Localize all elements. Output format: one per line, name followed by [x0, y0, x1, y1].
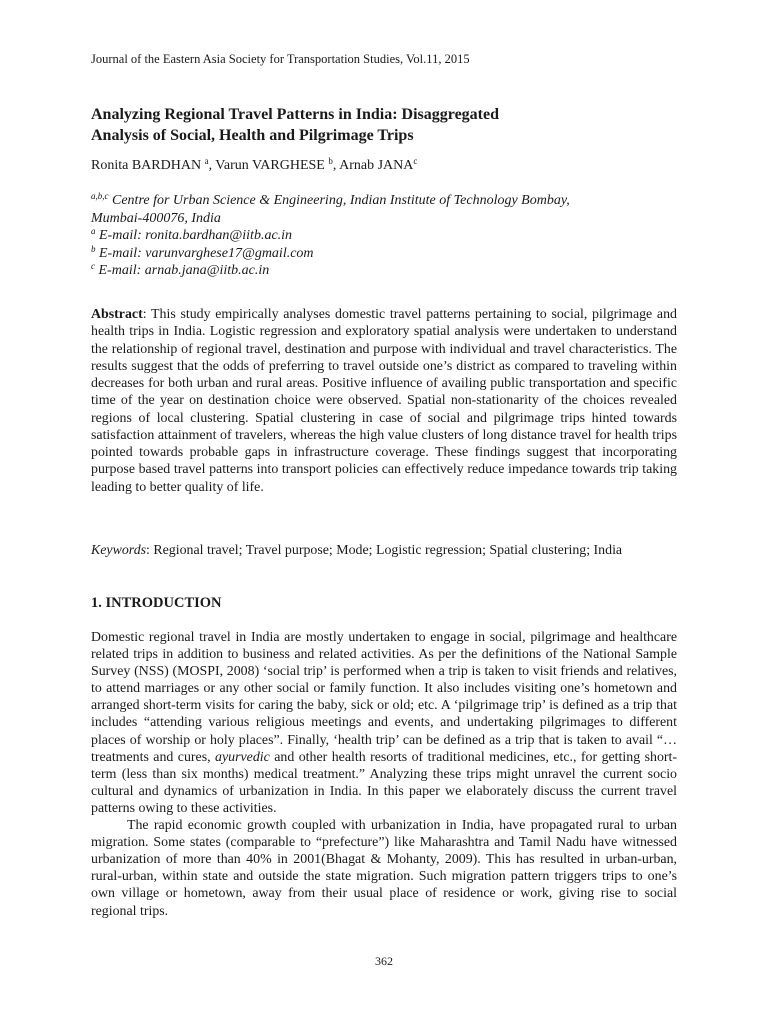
- email-superscript: c: [91, 261, 95, 271]
- email-text: E-mail: arnab.jana@iitb.ac.in: [95, 263, 270, 278]
- paper-title-line-1: Analyzing Regional Travel Patterns in India: Disaggregated: [91, 106, 499, 123]
- author-superscript: b: [328, 156, 333, 166]
- affiliation-line: [91, 192, 570, 210]
- paper-title: [91, 104, 499, 146]
- journal-header: Journal of the Eastern Asia Society for Transportation Studies, Vol.11, 2015: [91, 52, 470, 66]
- email-b: [91, 245, 570, 263]
- abstract-text: : This study empirically analyses domestic travel patterns pertaining to social, pilgrimage and health trips in India. Logistic regression and exploratory spatial analysis were undertaken to understand the relationship of regional travel, destination and purpose with individual and travel characteristics. The results suggest that the odds of preferring to travel outside one’s district as compared to traveling within decreases for both urban and rural areas. Positive influence of availing public transportation and specific time of the year on destination choice were observed. Spatial non-stationarity of the choices revealed regions of local clustering. Spatial clustering in case of social and pilgrimage trips hinted towards satisfaction attainment of travelers, whereas the high value clusters of long distance travel for health trips pointed towards probable gaps in infrastructure coverage. These findings suggest that incorporating purpose based travel patterns into transport policies can effectively reduce impedance towards trip taking leading to better quality of life.: [91, 307, 677, 495]
- author-name: Ronita BARDHAN: [91, 158, 205, 173]
- email-superscript: b: [91, 243, 96, 254]
- affiliation-address: Mumbai-400076, India: [91, 210, 221, 226]
- email-superscript: a: [91, 226, 96, 236]
- italic-term: ayurvedic: [215, 749, 270, 765]
- author-name: , Varun VARGHESE: [208, 158, 329, 173]
- author-superscript: a: [204, 156, 209, 166]
- affiliation-block: [91, 192, 570, 280]
- section-heading: 1. INTRODUCTION: [91, 595, 222, 611]
- paragraph-text: Domestic regional travel in India are mostly undertaken to engage in social, pilgrimage and healthcare related trips in addition to business and related activities. As per the definitions of the National Sample Survey (NSS) (MOSPI, 2008) ‘social trip’ is performed when a trip is taken to visit friends and relatives, to attend marriages or any other social or family function. It also includes visiting one’s hometown and arranged short-term visits for caring the baby, sick or old; etc. A ‘pilgrimage trip’ is defined as a trip that includes “attending various religious meetings and events, and undertaking pilgrimages to different places of worship or holy places”. Finally, ‘health trip’ can be defined as a trip that is taken to avail “… treatments and cures,: [91, 630, 677, 765]
- email-c: [91, 262, 570, 280]
- keywords: [91, 543, 622, 559]
- author-name: , Arnab JANA: [332, 158, 414, 173]
- email-a: [91, 227, 570, 245]
- author-list: [91, 158, 417, 174]
- introduction-body: [91, 629, 677, 920]
- author-superscript: c: [413, 156, 418, 166]
- email-text: E-mail: varunvarghese17@gmail.com: [95, 245, 314, 261]
- keywords-label: Keywords: [91, 543, 147, 558]
- page-number: 362: [375, 954, 393, 968]
- affiliation-text: Centre for Urban Science & Engineering, Indian Institute of Technology Bombay,: [108, 193, 570, 208]
- paragraph: The rapid economic growth coupled with urbanization in India, have propagated rural to urban migration. Some states (comparable to “prefecture”) like Maharashtra and Tamil Nadu have witnessed urbanization of more than 40% in 2001(Bhagat & Mohanty, 2009). This has resulted in urban-urban, rural-urban, within state and outside the state migration. Such migration pattern triggers trips to one’s own village or hometown, away from their usual place of residence or work, giving rise to social regional trips.: [91, 818, 677, 919]
- email-text: E-mail: ronita.bardhan@iitb.ac.in: [95, 228, 293, 243]
- paragraph: [91, 629, 677, 817]
- abstract-label: Abstract: [91, 307, 143, 322]
- paper-title-line-2: Analysis of Social, Health and Pilgrimage Trips: [91, 127, 414, 144]
- affiliation-superscript: a,b,c: [91, 191, 109, 201]
- keywords-text: : Regional travel; Travel purpose; Mode; Logistic regression; Spatial clustering; India: [146, 543, 623, 558]
- abstract: [91, 306, 677, 496]
- paragraph-text: and other health resorts of traditional medicines, etc., for getting short-term (less than six months) medical treatment.” Analyzing these trips might unravel the current socio cultural and dynamics of urbanization in India. In this paper we elaborately discuss the current travel patterns owing to these activities.: [91, 749, 677, 816]
